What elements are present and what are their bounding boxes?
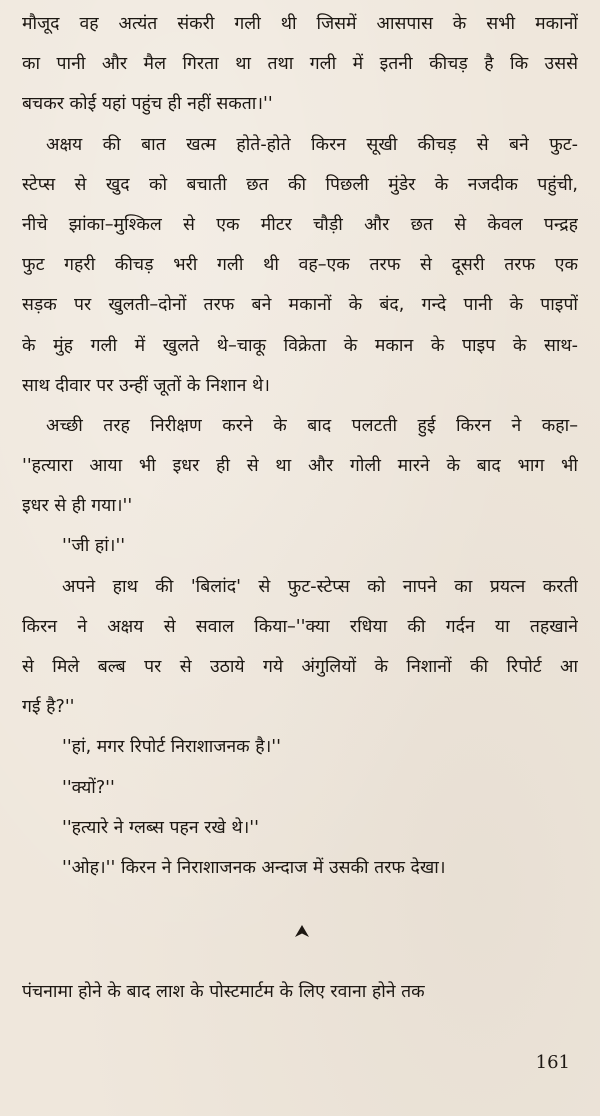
- text-line: ''हां, मगर रिपोर्ट निराशाजनक है।'': [62, 737, 281, 758]
- text-line: मौजूद वह अत्यंत संकरी गली थी जिसमें आसपास के सभी मकानों: [22, 14, 578, 34]
- body-text: [22, 4, 578, 888]
- text-line: साथ दीवार पर उन्हीं जूतों के निशान थे।: [22, 375, 270, 396]
- text-line: गई है?'': [22, 697, 75, 718]
- text-line: ''क्यों?'': [62, 777, 115, 798]
- text-line: ''हत्यारा आया भी इधर ही से था और गोली मारने के बाद भाग भी: [22, 456, 578, 477]
- text-line: ''जी हां।'': [62, 536, 126, 557]
- text-line: के मुंह गली में खुलते थे–चाकू विक्रेता के मकान के पाइप के साथ-: [22, 335, 578, 356]
- text-line: अच्छी तरह निरीक्षण करने के बाद पलटती हुई किरन ने कहा–: [46, 415, 578, 436]
- ornament-icon: [294, 924, 310, 938]
- text-line: नीचे झांका–मुश्किल से एक मीटर चौड़ी और छत से केवल पन्द्रह: [22, 214, 578, 235]
- text-line: किरन ने अक्षय से सवाल किया–''क्या रधिया की गर्दन या तहखाने: [22, 616, 578, 637]
- text-line: ''हत्यारे ने ग्लब्स पहन रखे थे।'': [62, 817, 259, 838]
- text-line: सड़क पर खुलती–दोनों तरफ बने मकानों के बंद, गन्दे पानी के पाइपों: [22, 295, 578, 316]
- text-line: स्टेप्स से खुद को बचाती छत की पिछली मुंडेर के नजदीक पहुंची,: [22, 174, 578, 195]
- text-line: ''ओह।'' किरन ने निराशाजनक अन्दाज में उसकी तरफ देखा।: [62, 857, 446, 878]
- text-line: का पानी और मैल गिरता था तथा गली में इतनी कीचड़ है कि उससे: [22, 54, 578, 75]
- text-line: पंचनामा होने के बाद लाश के पोस्टमार्टम के लिए रवाना होने तक: [22, 982, 425, 1002]
- text-line: से मिले बल्ब पर से उठाये गये अंगुलियों के निशानों की रिपोर्ट आ: [22, 657, 578, 677]
- text-line: अक्षय की बात खत्म होते-होते किरन सूखी कीचड़ से बने फुट-: [46, 134, 578, 155]
- page-number: 161: [535, 1052, 570, 1073]
- text-line: इधर से ही गया।'': [22, 496, 133, 517]
- text-line: अपने हाथ की 'बिलांद' से फुट-स्टेप्स को नापने का प्रयत्न करती: [62, 576, 578, 597]
- text-line: फुट गहरी कीचड़ भरी गली थी वह–एक तरफ से दूसरी तरफ एक: [22, 255, 578, 276]
- text-line: बचकर कोई यहां पहुंच ही नहीं सकता।'': [22, 94, 273, 115]
